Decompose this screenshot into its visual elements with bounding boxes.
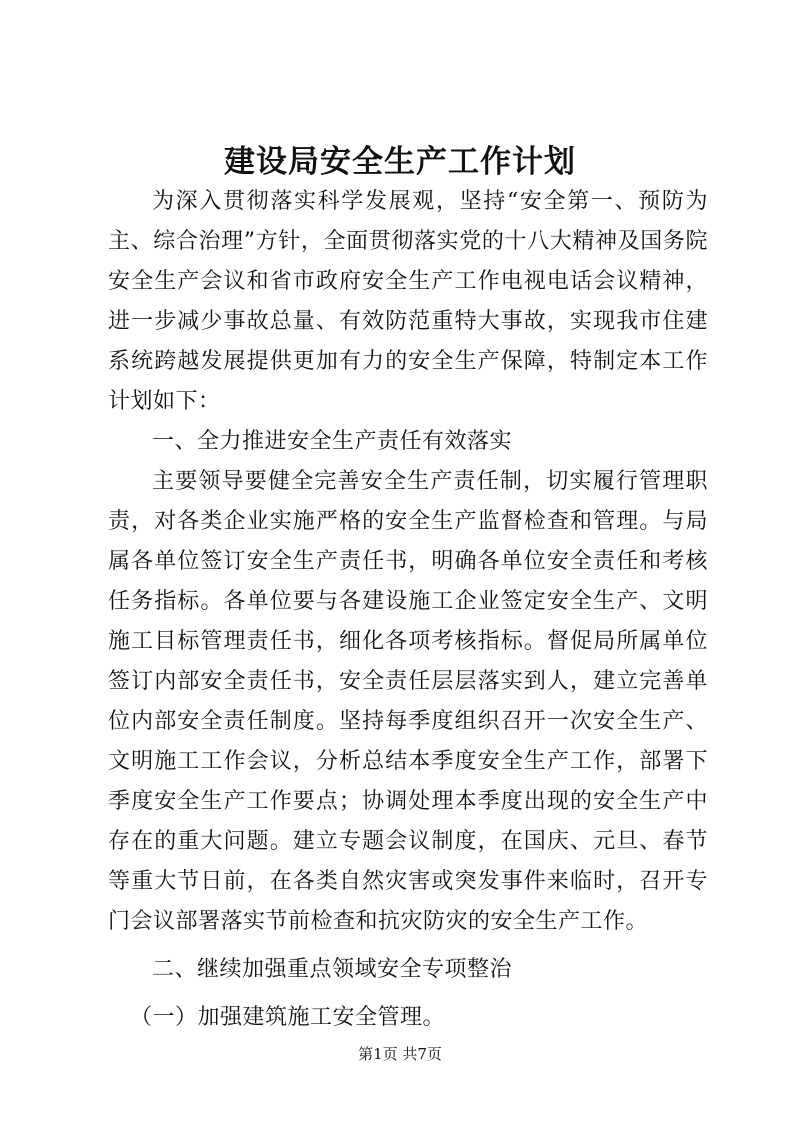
subsection-heading-1: （一）加强建筑施工安全管理。 [130, 1005, 446, 1030]
document-body [108, 182, 708, 1038]
intro-paragraph: 为深入贯彻落实科学发展观，坚持“安全第一、预防为主、综合治理”方针，全面贯彻落实党的十八大精神及国务院安全生产会议和省市政府安全生产工作电视电话会议精神，进一步减少事故总量、有效防范重特大事故，实现我市住建系统跨越发展提供更加有力的安全生产保障，特制定本工作计划如下： [108, 189, 708, 414]
document-title: 建设局安全生产工作计划 [224, 144, 576, 180]
section-heading-1: 一、全力推进安全生产责任有效落实 [152, 429, 513, 454]
section-heading-2: 二、继续加强重点领域安全专项整治 [152, 957, 513, 982]
page-number: 第1页 共7页 [358, 1045, 442, 1063]
section-1-paragraph: 主要领导要健全完善安全生产责任制，切实履行管理职责，对各类企业实施严格的安全生产监督检查和管理。与局属各单位签订安全生产责任书，明确各单位安全责任和考核任务指标。各单位要与各建设施工企业签定安全生产、文明施工目标管理责任书，细化各项考核指标。督促局所属单位签订内部安全责任书，安全责任层层落实到人，建立完善单位内部安全责任制度。坚持每季度组织召开一次安全生产、文明施工工作会议，分析总结本季度安全生产工作，部署下季度安全生产工作要点；协调处理本季度出现的安全生产中存在的重大问题。建立专题会议制度，在国庆、元旦、春节等重大节日前，在各类自然灾害或突发事件来临时，召开专门会议部署落实节前检查和抗灾防灾的安全生产工作。 [108, 469, 708, 934]
